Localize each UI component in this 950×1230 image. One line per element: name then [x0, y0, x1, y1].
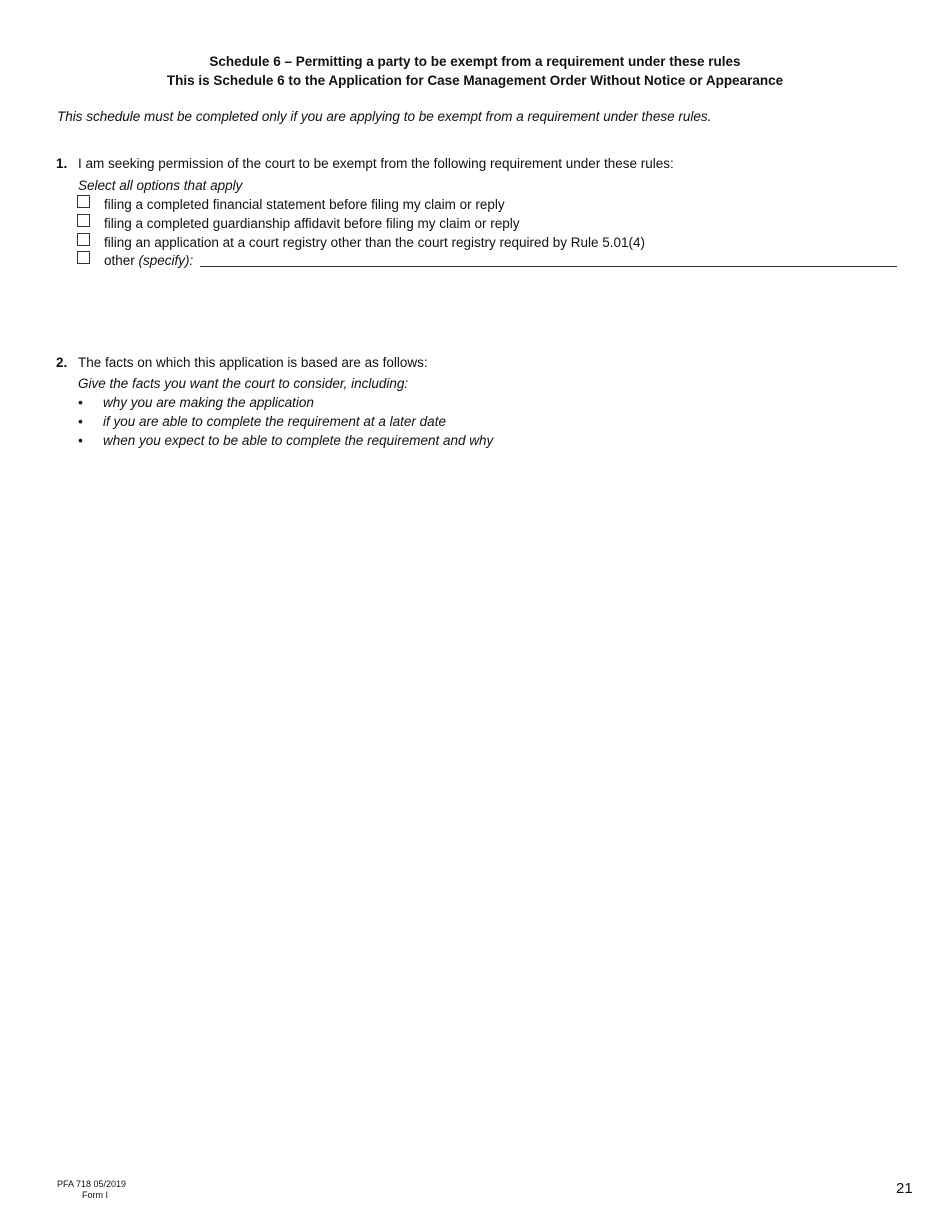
bullet-text: when you expect to be able to complete the requirement and why	[103, 433, 494, 448]
form-name: Form I	[82, 1190, 108, 1200]
question-1-number: 1.	[56, 156, 68, 171]
option-label	[104, 252, 193, 270]
option-other	[77, 251, 897, 269]
bullet-text: if you are able to complete the requirement at a later date	[103, 414, 446, 429]
question-1-text: I am seeking permission of the court to be exempt from the following requirement under these rules:	[78, 156, 674, 171]
question-2-number: 2.	[56, 355, 68, 370]
schedule-subtitle: This is Schedule 6 to the Application for Case Management Order Without Notice or Appearance	[166, 73, 784, 88]
checkbox-financial-statement[interactable]	[77, 195, 90, 208]
schedule-title: Schedule 6 – Permitting a party to be exempt from a requirement under these rules	[209, 54, 741, 69]
intro-note: This schedule must be completed only if you are applying to be exempt from a requirement under these rules.	[57, 109, 712, 124]
page-number: 21	[896, 1180, 913, 1197]
bullet-text: why you are making the application	[103, 395, 314, 410]
option-other-specify: (specify):	[138, 253, 194, 268]
option-label: filing a completed financial statement before filing my claim or reply	[104, 197, 505, 212]
bullet-dot: •	[78, 433, 83, 448]
question-2-instruction: Give the facts you want the court to consider, including:	[78, 376, 409, 391]
checkbox-other-registry[interactable]	[77, 233, 90, 246]
option-guardianship-affidavit	[77, 214, 897, 232]
checkbox-guardianship-affidavit[interactable]	[77, 214, 90, 227]
checkbox-other[interactable]	[77, 251, 90, 264]
other-specify-input-line[interactable]	[200, 266, 897, 267]
option-other-label: other	[104, 253, 135, 268]
question-1-instruction: Select all options that apply	[78, 178, 243, 193]
bullet-dot: •	[78, 414, 83, 429]
option-other-registry	[77, 233, 897, 251]
form-code: PFA 718 05/2019	[57, 1179, 127, 1189]
option-label: filing a completed guardianship affidavit before filing my claim or reply	[104, 216, 520, 231]
option-financial-statement	[77, 195, 897, 213]
option-label: filing an application at a court registry other than the court registry required by Rule 5.01(4)	[104, 235, 646, 250]
question-2-text: The facts on which this application is based are as follows:	[78, 355, 428, 370]
bullet-dot: •	[78, 395, 83, 410]
